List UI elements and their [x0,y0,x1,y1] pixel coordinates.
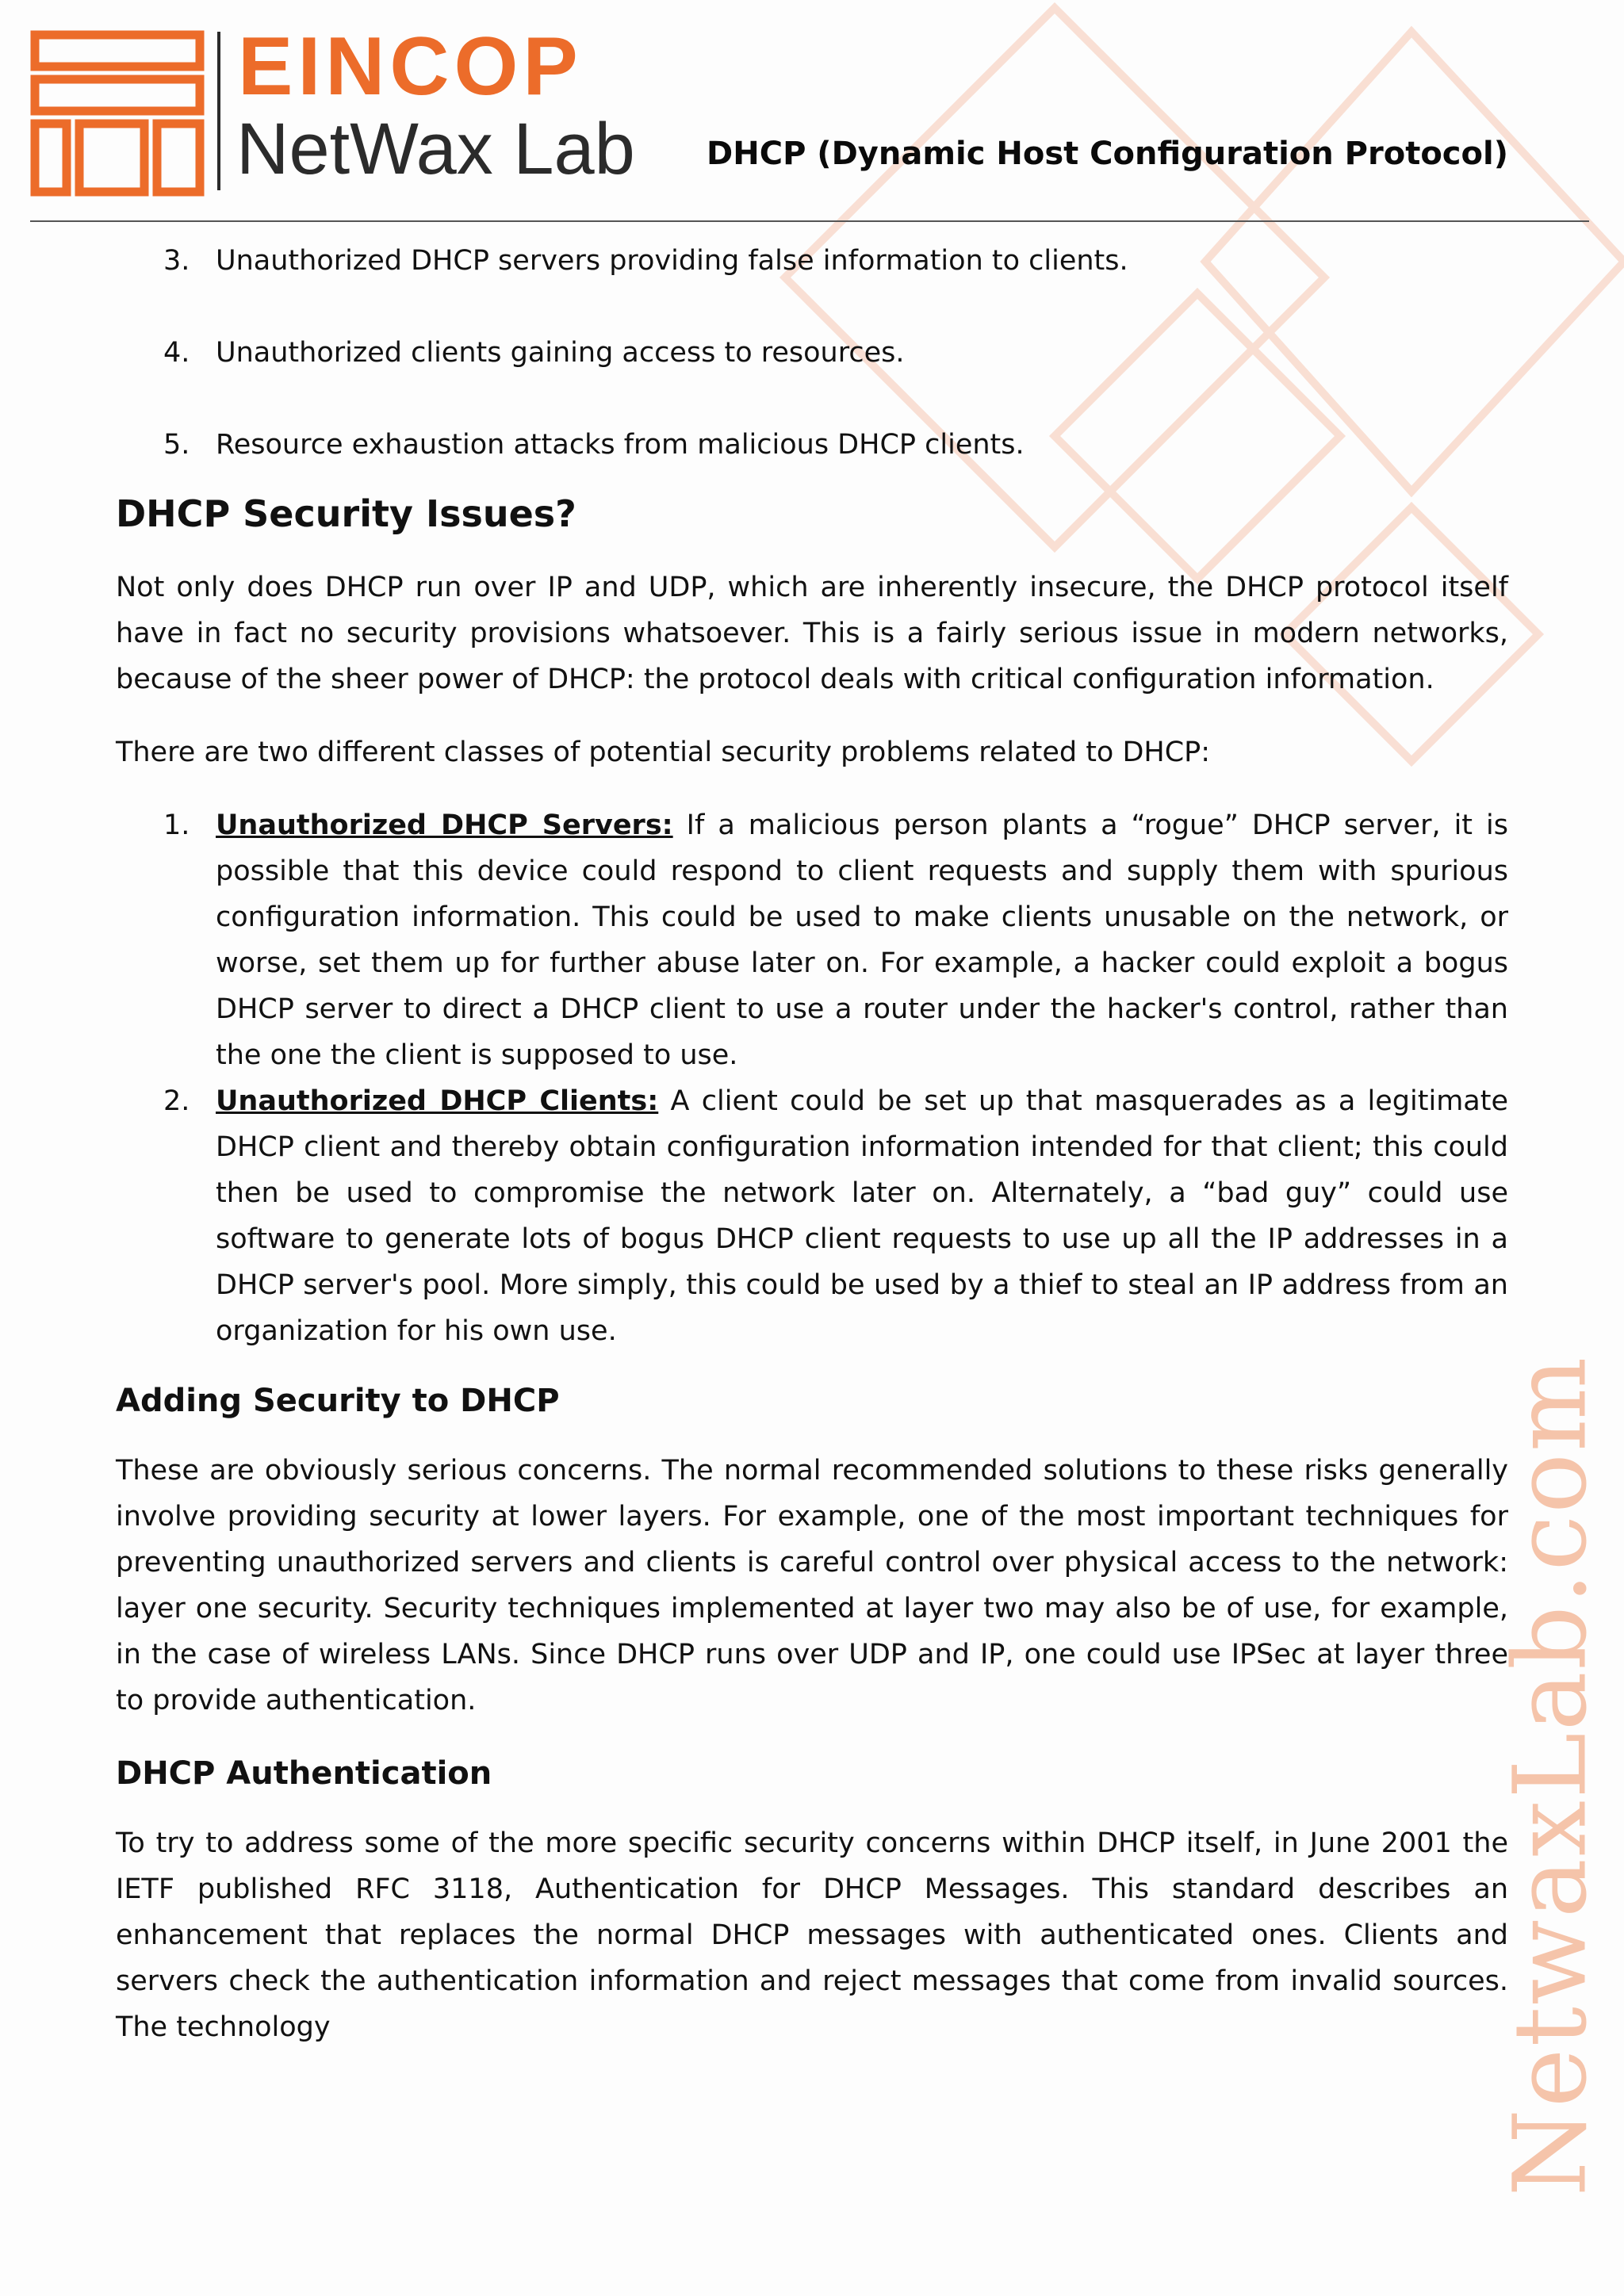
header-divider [30,220,1589,222]
list-number: 4. [163,337,190,369]
list-item [116,802,1508,1078]
section-heading-adding-security: Adding Security to DHCP [116,1383,560,1419]
list-number: 2. [163,1085,190,1117]
list-item-text: Unauthorized DHCP servers providing false information to clients. [216,245,1128,277]
section-heading-authentication: DHCP Authentication [116,1755,492,1792]
list-item [116,238,1508,284]
list-item [116,422,1508,468]
document-header-title: DHCP (Dynamic Host Configuration Protocol) [707,136,1508,172]
logo-divider [217,32,220,190]
adding-security-paragraph: These are obviously serious concerns. The normal recommended solutions to these risks generally involve providing security at lower layers. For example, one of the most important techniques for preventing unauthorized servers and clients is careful control over physical access to the network: layer one security. Security techniques implemented at layer two may also be of use, for example, in the case of wireless LANs. Since DHCP runs over UDP and IP, one could use IPSec at layer three to provide authentication. [116,1455,1508,1716]
brand-name-top: EINCOP [238,21,583,113]
list-number: 1. [163,809,190,841]
list-number: 3. [163,245,190,277]
list-item-text: If a malicious person plants a “rogue” DHCP server, it is possible that this device could respond to client requests and supply them with spurious configuration information. This could be used to make clients unusable on the network, or worse, set them up for further abuse later on. For example, a hacker could exploit a bogus DHCP server to direct a DHCP client to use a router under the hacker's control, rather than the one the client is supposed to use. [216,809,1508,1071]
brand-name-bottom: NetWax Lab [236,109,635,189]
security-problem-list [116,802,1508,1354]
section-heading-security-issues: DHCP Security Issues? [116,492,576,535]
problem-classes-intro: There are two different classes of potential security problems related to DHCP: [116,737,1211,768]
threat-list [116,238,1508,468]
list-item-text: A client could be set up that masquerades as a legitimate DHCP client and thereby obtain configuration information intended for that client; this could then be used to compromise the network later on. Alternately, a “bad guy” could use software to generate lots of bogus DHCP client requests to use up all the IP addresses in a DHCP server's pool. More simply, this could be used by a thief to steal an IP address from an organization for his own use. [216,1085,1508,1347]
list-item-label: Unauthorized DHCP Servers: [216,809,673,841]
authentication-paragraph: To try to address some of the more specific security concerns within DHCP itself, in June 2001 the IETF published RFC 3118, Authentication for DHCP Messages. This standard describes an enhancement that replaces the normal DHCP messages with authenticated ones. Clients and servers check the authentication information and reject messages that come from invalid sources. The technology [116,1827,1508,2043]
list-item-text: Resource exhaustion attacks from malicious DHCP clients. [216,429,1025,461]
list-item [116,1078,1508,1354]
list-item-label: Unauthorized DHCP Clients: [216,1085,659,1117]
list-number: 5. [163,429,190,461]
document-body [116,238,1508,2077]
watermark-text: NetwaxLab.com [1492,1355,1609,2197]
list-item-text: Unauthorized clients gaining access to resources. [216,337,905,369]
security-issues-paragraph: Not only does DHCP run over IP and UDP, which are inherently insecure, the DHCP protocol itself have in fact no security provisions whatsoever. This is a fairly serious issue in modern networks, because of the sheer power of DHCP: the protocol deals with critical configuration information. [116,572,1508,695]
list-item [116,330,1508,376]
eincop-logo-icon [30,30,205,197]
